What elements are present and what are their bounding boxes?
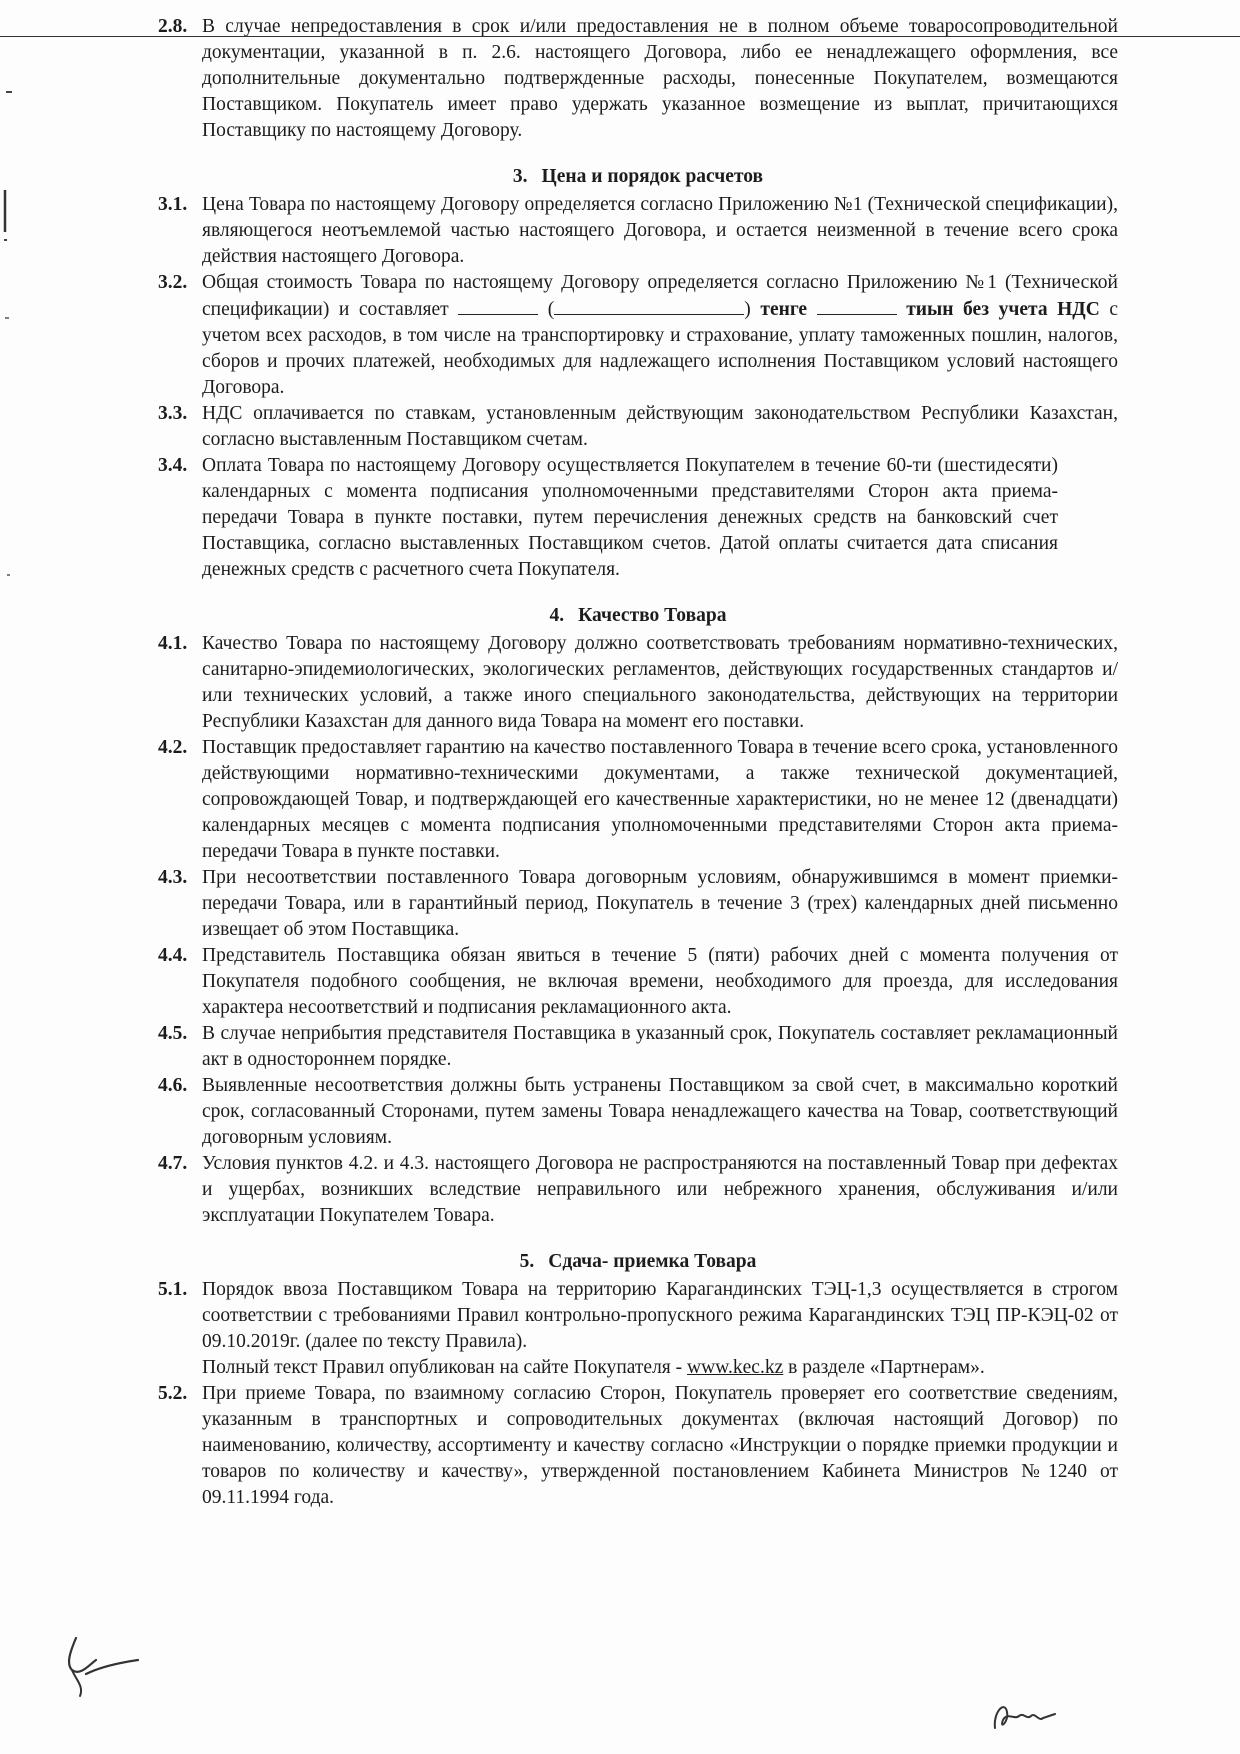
section-heading-4	[158, 603, 1118, 629]
section-title: Качество Товара	[578, 605, 727, 626]
clause-text: Цена Товара по настоящему Договору определяется согласно Приложению №1 (Технической спецификации), являющегося неотъемлемой частью настоящего Договора, и остается неизменной в течение всего срока действия настоящего Договора.	[202, 194, 1118, 267]
clause-4-3	[158, 865, 1118, 943]
clause-text: НДС оплачивается по ставкам, установленным действующим законодательством Республики Казахстан, согласно выставленным Поставщиком счетам.	[202, 403, 1118, 450]
clause-number: 4.1.	[158, 633, 188, 654]
section-number: 5.	[519, 1251, 535, 1272]
website-link[interactable]: www.kec.kz	[687, 1357, 784, 1378]
clause-number: 2.8.	[158, 16, 188, 37]
clause-number: 3.2.	[158, 272, 188, 293]
clause-text: Порядок ввоза Поставщиком Товара на территорию Карагандинских ТЭЦ-1,3 осуществляется в строгом соответствии с требованиями Правил контрольно-пропускного режима Карагандинских ТЭЦ ПР-КЭЦ-02 от 09.10.2019г. (далее по тексту Правила).	[202, 1279, 1118, 1352]
clause-number: 4.6.	[158, 1075, 188, 1096]
document-body	[158, 14, 1118, 1511]
clause-5-2	[158, 1381, 1118, 1511]
clause-text-line-2: Полный текст Правил опубликован на сайте Покупателя -	[202, 1357, 683, 1378]
clause-text: Поставщик предоставляет гарантию на качество поставленного Товара в течение всего срока, установленного действующими нормативно-техническими документами, а также технической документацией, сопровождающей Товар, и подтверждающей его качественные характеристики, но не менее 12 (двенадцати) календарных месяцев с момента подписания уполномоченными представителями Сторон акта приема-передачи Товара в пункте поставки.	[202, 737, 1118, 862]
clause-number: 3.4.	[158, 455, 188, 476]
section-heading-5	[158, 1249, 1118, 1275]
clause-4-7	[158, 1151, 1118, 1229]
clause-number: 4.3.	[158, 867, 188, 888]
clause-text: Оплата Товара по настоящему Договору осуществляется Покупателем в течение 60-ти (шестидесяти) календарных с момента подписания уполномоченными представителями Сторон акта приема-передачи Товара в пункте поставки, путем перечисления денежных средств на банковский счет Поставщика, согласно выставленных Поставщиком счетов. Датой оплаты считается дата списания денежных средств с расчетного счета Покупателя.	[202, 455, 1058, 580]
section-title: Сдача- приемка Товара	[548, 1251, 757, 1272]
section-number: 3.	[512, 166, 528, 187]
clause-number: 4.7.	[158, 1153, 188, 1174]
clause-text: В случае неприбытия представителя Поставщика в указанный срок, Покупатель составляет рекламационный акт в одностороннем порядке.	[202, 1023, 1118, 1070]
open-paren: (	[547, 299, 555, 320]
clause-number: 4.2.	[158, 737, 188, 758]
clause-3-4	[158, 453, 1118, 583]
close-paren: )	[744, 299, 751, 320]
tiyn-blank	[817, 296, 897, 315]
amount-blank	[458, 296, 538, 315]
clause-text-line-2-end: в разделе «Партнерам».	[788, 1357, 985, 1378]
section-heading-3	[158, 164, 1118, 190]
clause-text: Общая стоимость Товара по настоящему Договору определяется согласно Приложению №1 (Технической спецификации) и составляет	[202, 272, 1118, 320]
clause-text-continued: с учетом всех расходов, в том числе на транспортировку и страхование, уплату таможенных пошлин, налогов, сборов и прочих платежей, необходимых для надлежащего исполнения Поставщиком условий настоящего Договора.	[202, 299, 1119, 398]
clause-number: 5.1.	[158, 1279, 188, 1300]
handwritten-signature-icon	[58, 1630, 148, 1700]
clause-3-1	[158, 192, 1118, 270]
amount-in-words-blank	[554, 296, 744, 315]
clause-number: 3.1.	[158, 194, 188, 215]
clause-3-3	[158, 401, 1118, 453]
clause-number: 4.4.	[158, 945, 188, 966]
clause-4-5	[158, 1021, 1118, 1073]
clause-2-8	[158, 14, 1118, 144]
clause-text: Качество Товара по настоящему Договору должно соответствовать требованиям нормативно-технических, санитарно-эпидемиологических, экологических регламентов, действующих государственных стандартов и/или технических условий, а также иного специального законодательства, действующих на территории Республики Казахстан для данного вида Товара на момент его поставки.	[202, 633, 1118, 732]
clause-3-2	[158, 270, 1118, 401]
clause-text: Условия пунктов 4.2. и 4.3. настоящего Договора не распространяются на поставленный Товар при дефектах и ущербах, возникших вследствие неправильного или небрежного хранения, обслуживания и/или эксплуатации Покупателем Товара.	[202, 1153, 1118, 1226]
clause-4-4	[158, 943, 1118, 1021]
tiyn-label: тиын без учета НДС	[906, 299, 1100, 320]
clause-text: Выявленные несоответствия должны быть устранены Поставщиком за свой счет, в максимально короткий срок, согласованный Сторонами, путем замены Товара ненадлежащего качества на Товар, соответствующий договорным условиям.	[202, 1075, 1118, 1148]
section-title: Цена и порядок расчетов	[541, 166, 764, 187]
clause-number: 4.5.	[158, 1023, 188, 1044]
tenge-label: тенге	[760, 299, 808, 320]
scan-margin-marks	[0, 0, 30, 700]
clause-5-1	[158, 1277, 1118, 1381]
clause-text: Представитель Поставщика обязан явиться в течение 5 (пяти) рабочих дней с момента получения от Покупателя подобного сообщения, не включая времени, необходимого для проезда, для исследования характера несоответствий и подписания рекламационного акта.	[202, 945, 1118, 1018]
clause-number: 5.2.	[158, 1383, 188, 1404]
section-number: 4.	[549, 605, 565, 626]
handwritten-initials-icon	[985, 1690, 1065, 1740]
clause-number: 3.3.	[158, 403, 188, 424]
clause-4-6	[158, 1073, 1118, 1151]
scan-strike-line	[0, 36, 1240, 37]
clause-text: При несоответствии поставленного Товара договорным условиям, обнаружившимся в момент приемки-передачи Товара, или в гарантийный период, Покупатель в течение 3 (трех) календарных дней письменно извещает об этом Поставщика.	[202, 867, 1118, 940]
clause-4-1	[158, 631, 1118, 735]
clause-4-2	[158, 735, 1118, 865]
clause-text: При приеме Товара, по взаимному согласию Сторон, Покупатель проверяет его соответствие сведениям, указанным в транспортных и сопроводительных документах (включая настоящий Договор) по наименованию, количеству, ассортименту и качеству согласно «Инструкции о порядке приемки продукции и товаров по количеству и качеству», утвержденной постановлением Кабинета Министров №1240 от 09.11.1994 года.	[202, 1383, 1118, 1508]
clause-text: В случае непредоставления в срок и/или предоставления не в полном объеме товаросопроводительной документации, указанной в п. 2.6. настоящего Договора, либо ее ненадлежащего оформления, все дополнительные документально подтвержденные расходы, понесенные Покупателем, возмещаются Поставщиком. Покупатель имеет право удержать указанное возмещение из выплат, причитающихся Поставщику по настоящему Договору.	[202, 16, 1118, 141]
